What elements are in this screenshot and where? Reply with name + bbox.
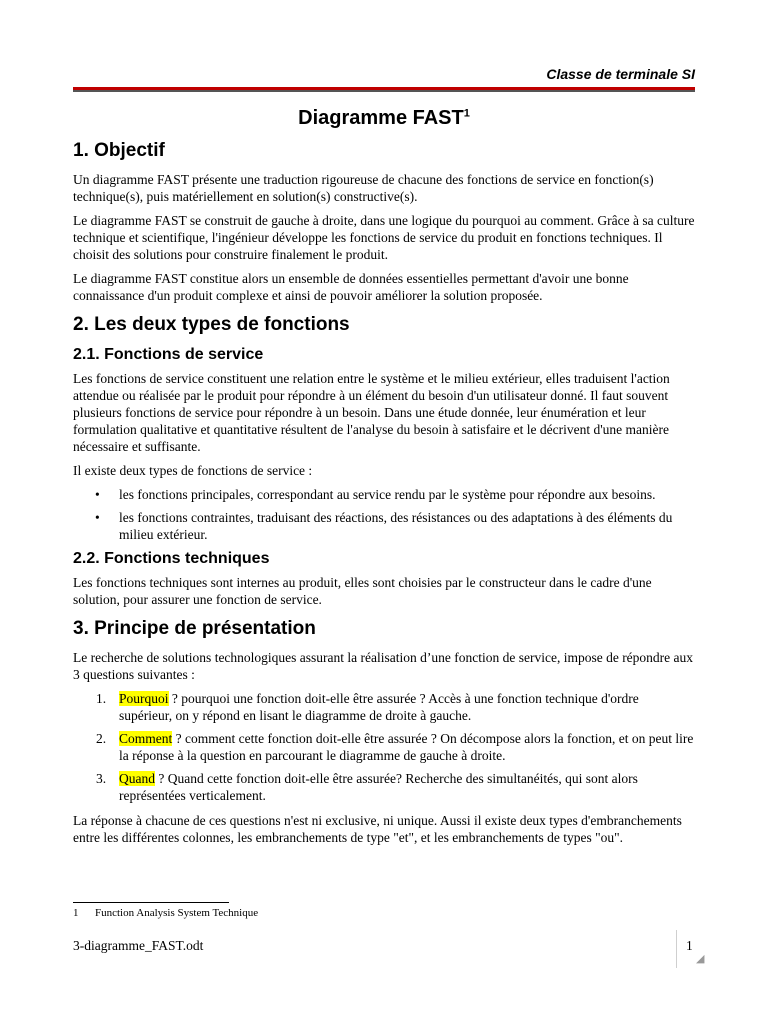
list-item (96, 730, 695, 764)
section-1-paragraph-2: Le diagramme FAST se construit de gauche à droite, dans une logique du pourquoi au comment. Grâce à sa culture technique et scientifique, l'ingénieur développe les fonctions de service du produit en fonctions techniques. Il choisit des solutions pour construire finalement le produit. (73, 213, 695, 262)
page-margin-marker (676, 930, 677, 968)
section-2-1-paragraph-2: Il existe deux types de fonctions de service : (73, 463, 313, 478)
section-2-heading: 2. Les deux types de fonctions (73, 314, 350, 335)
title-text: Diagramme FAST (298, 107, 464, 129)
list-item-number: 1. (96, 691, 107, 706)
section-2-1-heading: 2.1. Fonctions de service (73, 346, 264, 363)
list-item-text: ? Quand cette fonction doit-elle être assurée? Recherche des simultanéités, qui sont alors représentées verticalement. (119, 771, 638, 803)
document-body (73, 104, 695, 853)
list-item: • les fonctions principales, correspondant au service rendu par le système pour répondre aux besoins. (119, 486, 695, 503)
highlighted-keyword: Quand (119, 771, 155, 786)
list-item-number: 2. (96, 731, 107, 746)
section-2-2-heading: 2.2. Fonctions techniques (73, 550, 270, 567)
page-number: 1 (686, 938, 693, 953)
highlighted-keyword: Pourquoi (119, 691, 169, 706)
highlighted-keyword: Comment (119, 731, 173, 746)
header-rule (73, 87, 695, 92)
page-corner-icon: ◢ (696, 953, 705, 965)
section-2-2-paragraph-1: Les fonctions techniques sont internes au produit, elles sont choisies par le constructeur dans le cadre d'une solution, pour assurer une fonction de service. (73, 575, 652, 607)
service-function-types-list (73, 486, 695, 543)
footnote-text: Function Analysis System Technique (95, 907, 259, 919)
section-3-paragraph-1: Le recherche de solutions technologiques assurant la réalisation d’une fonction de service, impose de répondre aux 3 questions suivantes : (73, 650, 694, 682)
list-item-number: 3. (96, 771, 107, 786)
title-footnote-ref[interactable]: 1 (463, 107, 470, 120)
list-item (96, 770, 695, 804)
questions-list (73, 690, 695, 804)
section-2-1-paragraph-1: Les fonctions de service constituent une relation entre le système et le milieu extérieur, elles traduisent l'action attendue ou réalisée par le produit pour répondre à un élément du besoin d'un utilisateur donné. Il faut souvent plusieurs fonctions de service pour répondre à un besoin. Dans une étude donnée, leur énumération et leur formulation qualitative et quantitative résultent de l'analyse du besoin à satisfaire et le décrivent d'une manière nécessaire et suffisante. (73, 371, 670, 454)
section-3-paragraph-2: La réponse à chacune de ces questions n'est ni exclusive, ni unique. Aussi il existe deux types d'embranchements entre les différentes colonnes, les embranchements de type "et", et les embranchements de types "ou". (73, 813, 682, 845)
footer-filename: 3-diagramme_FAST.odt (73, 938, 204, 953)
document-title (73, 104, 695, 140)
section-1-paragraph-3: Le diagramme FAST constitue alors un ensemble de données essentielles permettant d'avoir une bonne connaissance d'un produit complexe et ainsi de pouvoir améliorer la solution proposée. (73, 271, 629, 303)
page-header: Classe de terminale SI (546, 66, 695, 82)
footnote (73, 906, 258, 920)
section-1-heading: 1. Objectif (73, 140, 165, 161)
list-item: • les fonctions contraintes, traduisant des réactions, des résistances ou des adaptations à des éléments du milieu extérieur. (119, 509, 695, 543)
list-item (96, 690, 695, 724)
list-item-text: ? comment cette fonction doit-elle être assurée ? On décompose alors la fonction, et on peut lire la réponse à la question en parcourant le diagramme de gauche à droite. (119, 731, 694, 763)
list-item-text: ? pourquoi une fonction doit-elle être assurée ? Accès à une fonction technique d'ordre supérieur, on y répond en lisant le diagramme de droite à gauche. (119, 691, 639, 723)
footnote-separator (73, 902, 229, 903)
section-1-paragraph-1: Un diagramme FAST présente une traduction rigoureuse de chacune des fonctions de service en fonction(s) technique(s), puis matériellement en solution(s) constructive(s). (73, 172, 654, 204)
footnote-number: 1 (73, 907, 79, 919)
section-3-heading: 3. Principe de présentation (73, 618, 316, 639)
